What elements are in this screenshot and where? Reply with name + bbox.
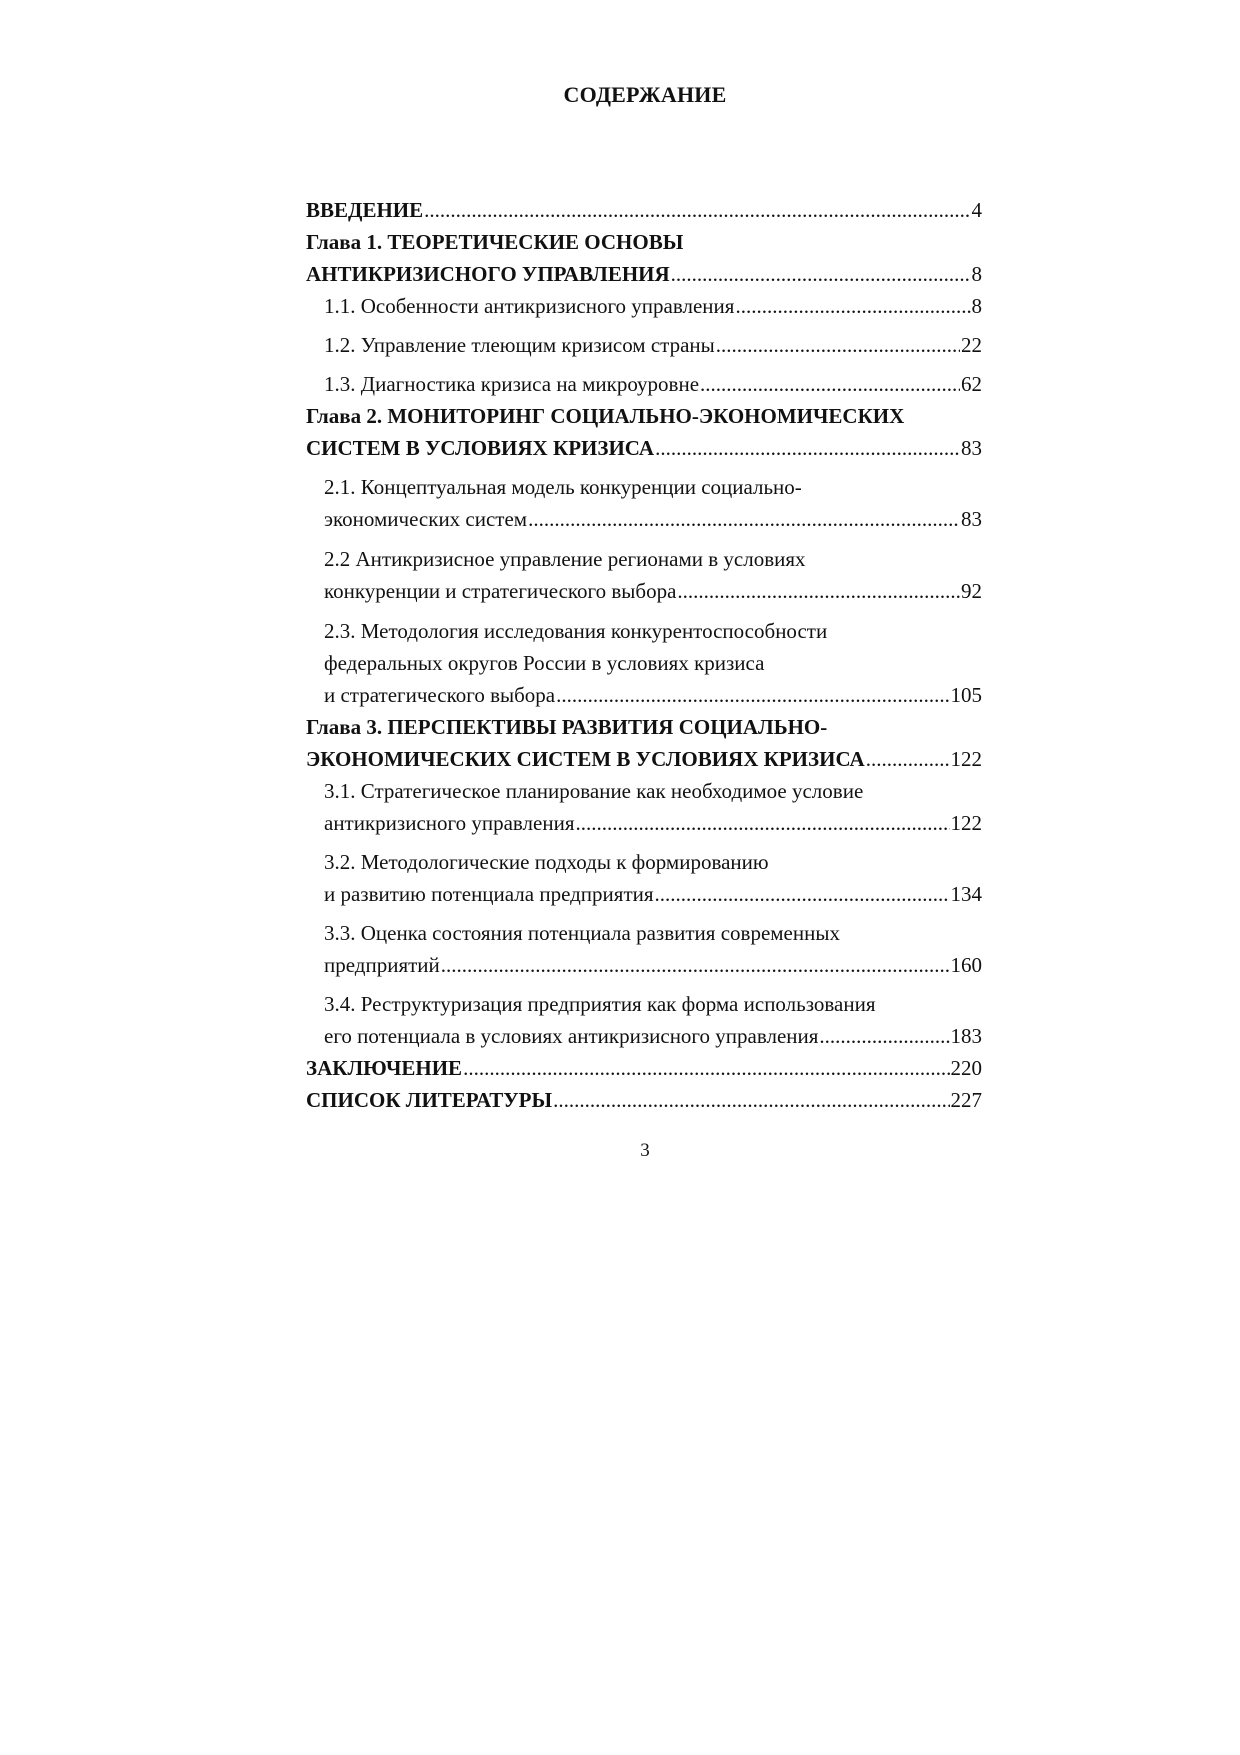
toc-entry-text-line: ЭКОНОМИЧЕСКИХ СИСТЕМ В УСЛОВИЯХ КРИЗИСА — [306, 747, 865, 771]
toc-entry-text-line: 2.3. Методология исследования конкурентоспособности — [324, 619, 828, 643]
toc-page-number: 83 — [961, 436, 982, 460]
toc-entry-text-line: 1.2. Управление тлеющим кризисом страны — [324, 333, 715, 357]
toc-entry-text-line: ЗАКЛЮЧЕНИЕ — [306, 1056, 463, 1080]
toc-entry-text-line: 3.3. Оценка состояния потенциала развития современных — [324, 921, 840, 945]
toc-entry — [306, 368, 982, 400]
toc-entry-row — [306, 743, 982, 775]
toc-entry-text-line: конкуренции и стратегического выбора — [324, 579, 677, 603]
toc-entry — [306, 615, 982, 711]
toc-entry — [306, 290, 982, 322]
toc-page-number: 83 — [961, 507, 982, 531]
toc-page-number: 160 — [950, 953, 982, 977]
toc-entry — [306, 471, 982, 535]
toc-entry-text-line: Глава 3. ПЕРСПЕКТИВЫ РАЗВИТИЯ СОЦИАЛЬНО- — [306, 715, 828, 739]
toc-entry-row — [306, 194, 982, 226]
toc-page-number: 4 — [971, 198, 982, 222]
toc-entry — [306, 711, 982, 775]
toc-entry-text-line: Глава 1. ТЕОРЕТИЧЕСКИЕ ОСНОВЫ — [306, 230, 684, 254]
dot-leader — [677, 575, 960, 607]
toc-entry-row — [306, 258, 982, 290]
dot-leader — [556, 679, 949, 711]
toc-entry-text-line: и развитию потенциала предприятия — [324, 882, 654, 906]
toc-entry-row — [306, 432, 982, 464]
toc-page-number: 122 — [950, 747, 982, 771]
toc-page-number: 92 — [961, 579, 982, 603]
dot-leader — [735, 290, 970, 322]
dot-leader — [424, 194, 970, 226]
toc-page-number: 183 — [950, 1024, 982, 1048]
toc-entry-text-line: 2.2 Антикризисное управление регионами в условиях — [324, 547, 806, 571]
toc-entry-text-line: 2.1. Концептуальная модель конкуренции социально- — [324, 475, 802, 499]
toc-entry-row — [324, 1020, 982, 1052]
toc-entry-row — [306, 1052, 982, 1084]
dot-leader — [553, 1084, 949, 1116]
toc-entry — [306, 917, 982, 981]
toc-entry-text-line: ВВЕДЕНИЕ — [306, 198, 424, 222]
page-title: СОДЕРЖАНИЕ — [563, 82, 727, 107]
toc-page-number: 220 — [950, 1056, 982, 1080]
dot-leader — [819, 1020, 949, 1052]
dot-leader — [866, 743, 950, 775]
toc-entry-text-line: СПИСОК ЛИТЕРАТУРЫ — [306, 1088, 553, 1112]
page-number: 3 — [640, 1140, 650, 1161]
toc-entry-text-line: 3.2. Методологические подходы к формированию — [324, 850, 769, 874]
toc-entry — [306, 846, 982, 910]
toc-entry-row — [324, 290, 982, 322]
dot-leader — [463, 1052, 949, 1084]
toc-entry — [306, 775, 982, 839]
toc-entry-text-line: экономических систем — [324, 507, 528, 531]
toc-entry — [306, 543, 982, 607]
toc-entry — [306, 1084, 982, 1116]
toc-entry-row — [324, 679, 982, 711]
dot-leader — [575, 807, 949, 839]
toc-page-number: 122 — [950, 811, 982, 835]
toc-entry-text-line: предприятий — [324, 953, 440, 977]
toc-entry-row — [324, 949, 982, 981]
toc-entry-text-line: 1.1. Особенности антикризисного управления — [324, 294, 735, 318]
toc-page-number: 8 — [971, 262, 982, 286]
toc-entry-row — [324, 503, 982, 535]
toc-entry-text-line: его потенциала в условиях антикризисного управления — [324, 1024, 819, 1048]
toc-entry-text-line: 1.3. Диагностика кризиса на микроуровне — [324, 372, 700, 396]
dot-leader — [441, 949, 950, 981]
toc-page-number: 22 — [961, 333, 982, 357]
toc-entry-text-line: федеральных округов России в условиях кризиса — [324, 651, 765, 675]
table-of-contents — [306, 194, 982, 1116]
toc-page-number: 227 — [950, 1088, 982, 1112]
toc-page-number: 8 — [971, 294, 982, 318]
toc-entry-text-line: 3.1. Стратегическое планирование как необходимое условие — [324, 779, 864, 803]
toc-entry — [306, 988, 982, 1052]
toc-page-number: 134 — [950, 882, 982, 906]
dot-leader — [528, 503, 960, 535]
dot-leader — [700, 368, 960, 400]
toc-entry-text-line: АНТИКРИЗИСНОГО УПРАВЛЕНИЯ — [306, 262, 670, 286]
toc-entry-text-line: СИСТЕМ В УСЛОВИЯХ КРИЗИСА — [306, 436, 655, 460]
toc-entry — [306, 194, 982, 226]
toc-entry-text-line: и стратегического выбора — [324, 683, 556, 707]
dot-leader — [655, 432, 960, 464]
toc-entry-row — [324, 575, 982, 607]
toc-entry-row — [324, 807, 982, 839]
toc-entry — [306, 329, 982, 361]
toc-page-number: 105 — [950, 683, 982, 707]
dot-leader — [655, 878, 950, 910]
toc-entry-text-line: 3.4. Реструктуризация предприятия как форма использования — [324, 992, 876, 1016]
toc-entry — [306, 1052, 982, 1084]
toc-entry-row — [324, 368, 982, 400]
dot-leader — [671, 258, 971, 290]
toc-entry-text-line: антикризисного управления — [324, 811, 575, 835]
toc-entry-row — [306, 1084, 982, 1116]
toc-entry — [306, 400, 982, 464]
toc-entry-text-line: Глава 2. МОНИТОРИНГ СОЦИАЛЬНО-ЭКОНОМИЧЕСКИХ — [306, 404, 905, 428]
dot-leader — [716, 329, 960, 361]
toc-entry-row — [324, 878, 982, 910]
toc-entry — [306, 226, 982, 290]
toc-page-number: 62 — [961, 372, 982, 396]
toc-entry-row — [324, 329, 982, 361]
